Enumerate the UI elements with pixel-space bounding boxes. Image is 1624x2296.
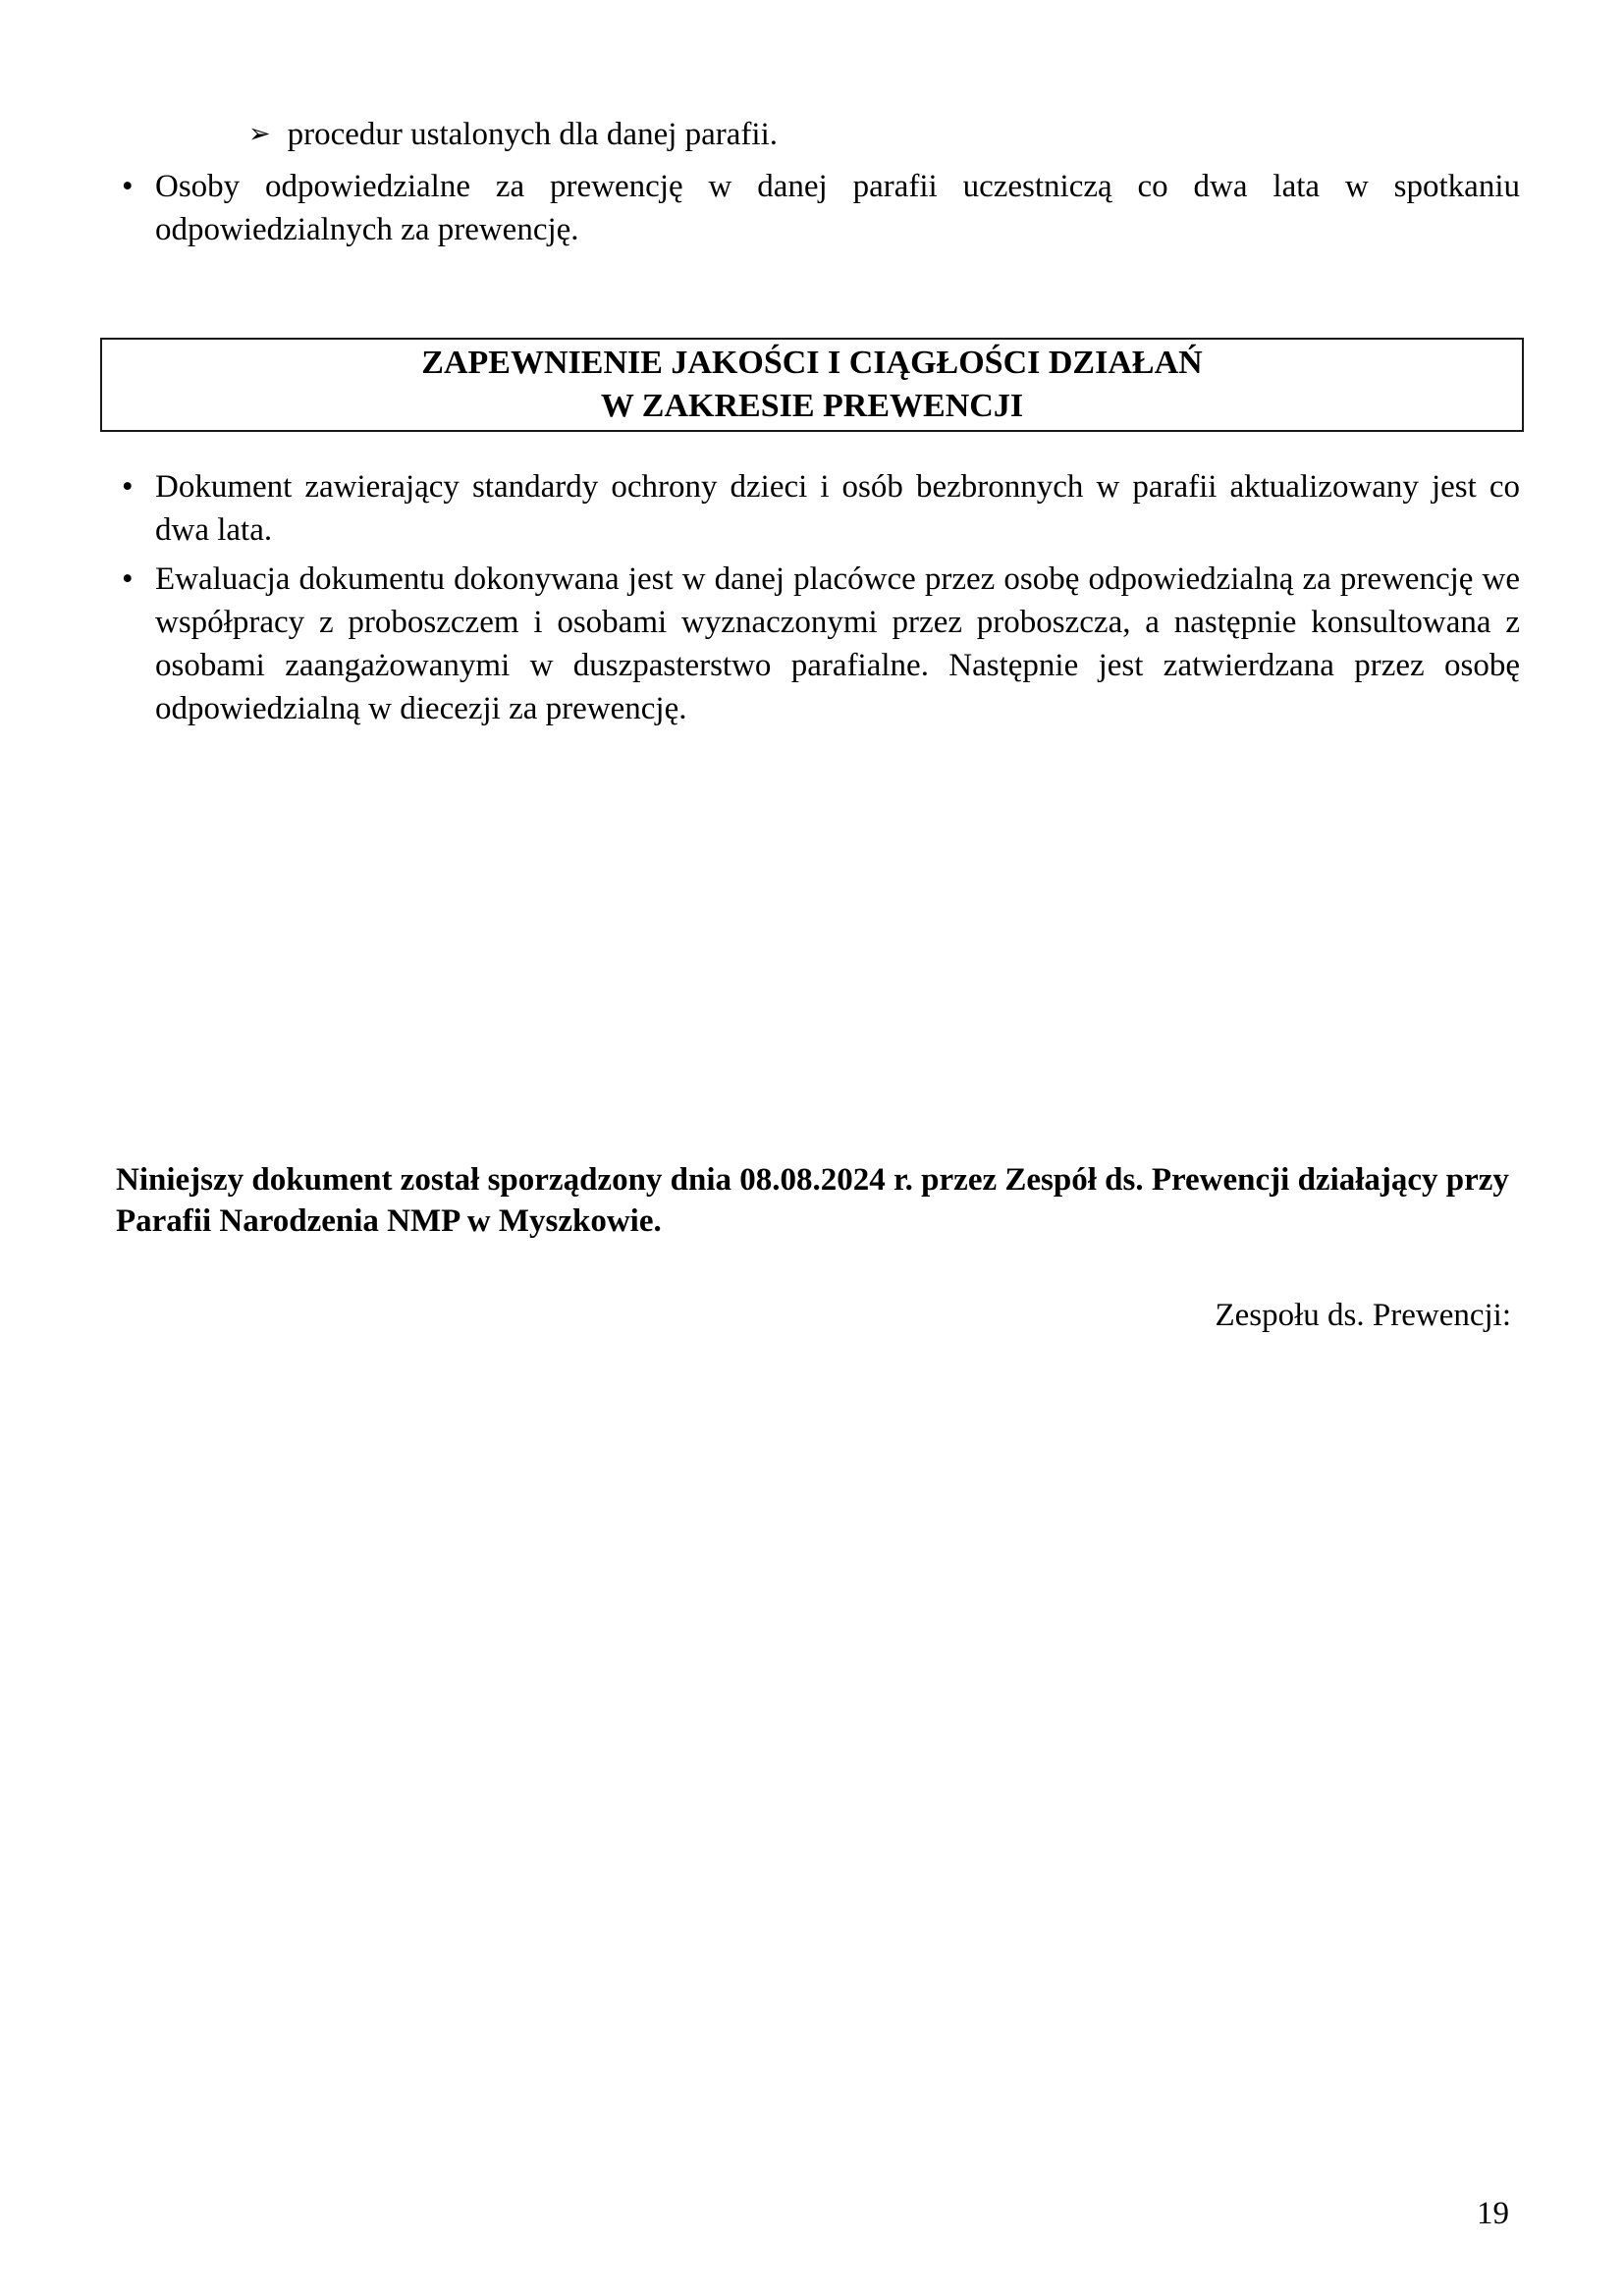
intro-bullet-text: Osoby odpowiedzialne za prewencję w danej parafii uczestniczą co dwa lata w spotkaniu odpowiedzialnych za prewencję. bbox=[155, 169, 1520, 247]
closing-paragraph-line-1: Niniejszy dokument został sporządzony dnia 08.08.2024 r. przez Zespół ds. Prewencji działający przy bbox=[116, 1162, 1509, 1198]
bullet-icon: • bbox=[122, 469, 134, 505]
section-bullet-list bbox=[100, 465, 1520, 730]
closing-paragraph-line-2: Parafii Narodzenia NMP w Myszkowie. bbox=[116, 1203, 662, 1239]
sub-bullet-text: procedur ustalonych dla danej parafii. bbox=[287, 117, 779, 152]
arrow-bullet-icon: ➢ bbox=[248, 119, 271, 149]
list-item bbox=[100, 465, 1520, 552]
sub-bullet-item bbox=[248, 113, 778, 158]
signature-label: Zespołu ds. Prewencji: bbox=[1215, 1298, 1511, 1333]
section-heading-box bbox=[100, 338, 1524, 432]
section-heading-line-2: W ZAKRESIE PREWENCJI bbox=[600, 388, 1024, 424]
page-number: 19 bbox=[1477, 2196, 1509, 2231]
section-bullet-text-2: Ewaluacja dokumentu dokonywana jest w danej placówce przez osobę odpowiedzialną za prewencję we współpracy z proboszczem i osobami wyznaczonymi przez proboszcza, a następnie konsultowana z osobami zaangażowanymi w duszpasterstwo parafialne. Następnie jest zatwierdzana przez osobę odpowiedzialną w diecezji za prewencję. bbox=[155, 561, 1520, 726]
bullet-icon: • bbox=[122, 169, 134, 204]
list-item bbox=[100, 558, 1520, 730]
closing-paragraph bbox=[116, 1159, 1520, 1242]
bullet-icon: • bbox=[122, 561, 134, 597]
intro-bullet-item bbox=[100, 165, 1520, 251]
section-heading-line-1: ZAPEWNIENIE JAKOŚCI I CIĄGŁOŚCI DZIAŁAŃ bbox=[421, 345, 1203, 381]
section-bullet-text-1: Dokument zawierający standardy ochrony dzieci i osób bezbronnych w parafii aktualizowany jest co dwa lata. bbox=[155, 469, 1520, 548]
